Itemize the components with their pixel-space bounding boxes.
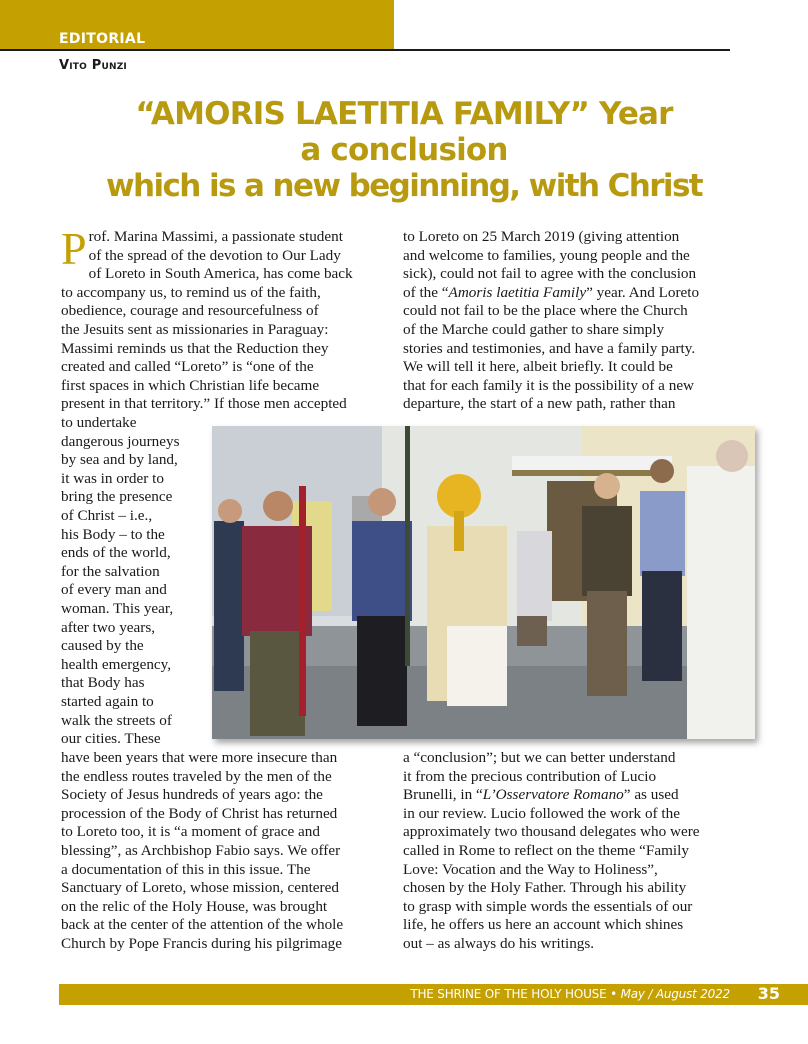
text-line — [403, 284, 753, 303]
text-line: of the spread of the devotion to Our Lady — [88, 246, 341, 264]
drop-cap: P — [61, 223, 87, 274]
footer-publication-info — [410, 987, 730, 1001]
text-line: of Loreto in South America, has come back — [88, 265, 353, 283]
text-line: to undertake — [61, 414, 137, 431]
title-line-2: a conclusion — [300, 132, 508, 168]
text-line: out – as always do his writings. — [403, 934, 595, 952]
text-line: for the salvation — [61, 562, 160, 580]
text-line: on the relic of the Holy House, was brought — [61, 897, 328, 915]
footer-bar — [59, 984, 808, 1005]
article-column-left-top — [61, 223, 391, 414]
text-line: of the Marche could gather to share simply — [403, 320, 665, 338]
text-line: approximately two thousand delegates who were — [403, 823, 700, 841]
text-line: back at the center of the attention of the whole — [61, 916, 344, 934]
text-line: life, he offers us here an account which shines — [403, 916, 684, 934]
text-line: that Body has — [61, 674, 145, 692]
text-line: departure, the start of a new path, rather than — [403, 395, 676, 413]
issue-date: May / August 2022 — [620, 987, 730, 1001]
text-line: caused by the — [61, 637, 144, 655]
text-line: to Loreto too, it is “a moment of grace and — [61, 823, 320, 841]
text-line: procession of the Body of Christ has returned — [61, 804, 338, 822]
text-line: Massimi reminds us that the Reduction they — [61, 339, 329, 357]
text-line: our cities. These — [61, 730, 161, 748]
text-line: walk the streets of — [61, 711, 172, 729]
text-fragment: ” as used — [623, 786, 679, 804]
text-line — [403, 786, 753, 805]
text-line: Society of Jesus hundreds of years ago: the — [61, 786, 323, 804]
text-line: health emergency, — [61, 655, 172, 673]
text-line: after two years, — [61, 618, 156, 636]
publication-name: THE SHRINE OF THE HOLY HOUSE — [410, 987, 607, 1001]
text-line: dangerous journeys — [61, 432, 180, 450]
text-line: could not fail to be the place where the Church — [403, 302, 688, 320]
text-line: woman. This year, — [61, 599, 174, 617]
text-line: of every man and — [61, 581, 167, 599]
text-fragment: ” year. And Loreto — [586, 283, 700, 301]
text-line: that for each family it is the possibility of a new — [403, 376, 695, 394]
text-line: present in that territory.” If those men accepted — [61, 395, 347, 413]
footer-separator: • — [606, 987, 621, 1001]
text-line: the endless routes traveled by the men of the — [61, 767, 332, 785]
text-line: Sanctuary of Loreto, whose mission, centered — [61, 879, 339, 897]
page-number: 35 — [757, 984, 780, 1003]
text-line: of Christ – i.e., — [61, 506, 153, 524]
text-line: ends of the world, — [61, 544, 171, 562]
text-line: a documentation of this in this issue. The — [61, 860, 311, 878]
article-column-left-bottom — [61, 749, 391, 954]
text-line: first spaces in which Christian life became — [61, 376, 320, 394]
text-fragment: Brunelli, in “ — [403, 786, 483, 804]
procession-photo — [212, 426, 755, 739]
text-line: started again to — [61, 692, 154, 710]
article-column-left-wrap — [61, 414, 211, 749]
text-line: to grasp with simple words the essentials of our — [403, 897, 693, 915]
text-line: to Loreto on 25 March 2019 (giving attention — [403, 228, 680, 245]
text-line: called in Rome to reflect on the theme “Family — [403, 841, 689, 859]
author-byline: Vito Punzi — [59, 58, 127, 73]
text-line: bring the presence — [61, 488, 173, 506]
section-label: EDITORIAL — [59, 31, 146, 47]
text-line: and welcome to families, young people and the — [403, 246, 690, 264]
text-line: Church by Pope Francis during his pilgrimage — [61, 934, 342, 952]
title-line-3: which is a new beginning, with Christ — [105, 168, 703, 204]
text-line: We will tell it here, albeit briefly. It could be — [403, 358, 673, 376]
text-line: it was in order to — [61, 469, 164, 487]
text-line: his Body – to the — [61, 525, 165, 543]
text-line: by sea and by land, — [61, 451, 178, 469]
text-line: chosen by the Holy Father. Through his ability — [403, 879, 687, 897]
article-column-right-top — [403, 228, 753, 414]
title-line-1: “AMORIS LAETITIA FAMILY” Year — [135, 96, 673, 132]
article-column-right-bottom — [403, 749, 753, 954]
text-line: created and called “Loreto” is “one of the — [61, 358, 314, 376]
text-line: obedience, courage and resourcefulness of — [61, 302, 319, 320]
text-line: it from the precious contribution of Lucio — [403, 767, 657, 785]
text-line: to accompany us, to remind us of the faith, — [61, 283, 321, 301]
text-line: in our review. Lucio followed the work of the — [403, 804, 680, 822]
italic-title: L’Osservatore Romano — [482, 786, 624, 804]
text-line: a “conclusion”; but we can better understand — [403, 749, 676, 766]
text-line: Love: Vocation and the Way to Holiness”, — [403, 860, 658, 878]
text-line: blessing”, as Archbishop Fabio says. We offer — [61, 841, 341, 859]
header-rule — [0, 49, 730, 51]
text-line: the Jesuits sent as missionaries in Paraguay: — [61, 320, 329, 338]
text-line: stories and testimonies, and have a family party. — [403, 339, 696, 357]
italic-title: Amoris laetitia Family — [448, 283, 587, 301]
text-line: have been years that were more insecure than — [61, 749, 338, 766]
text-fragment: of the “ — [403, 283, 449, 301]
text-line: sick), could not fail to agree with the conclusion — [403, 265, 697, 283]
text-line: rof. Marina Massimi, a passionate student — [88, 228, 343, 245]
article-title — [40, 96, 768, 204]
